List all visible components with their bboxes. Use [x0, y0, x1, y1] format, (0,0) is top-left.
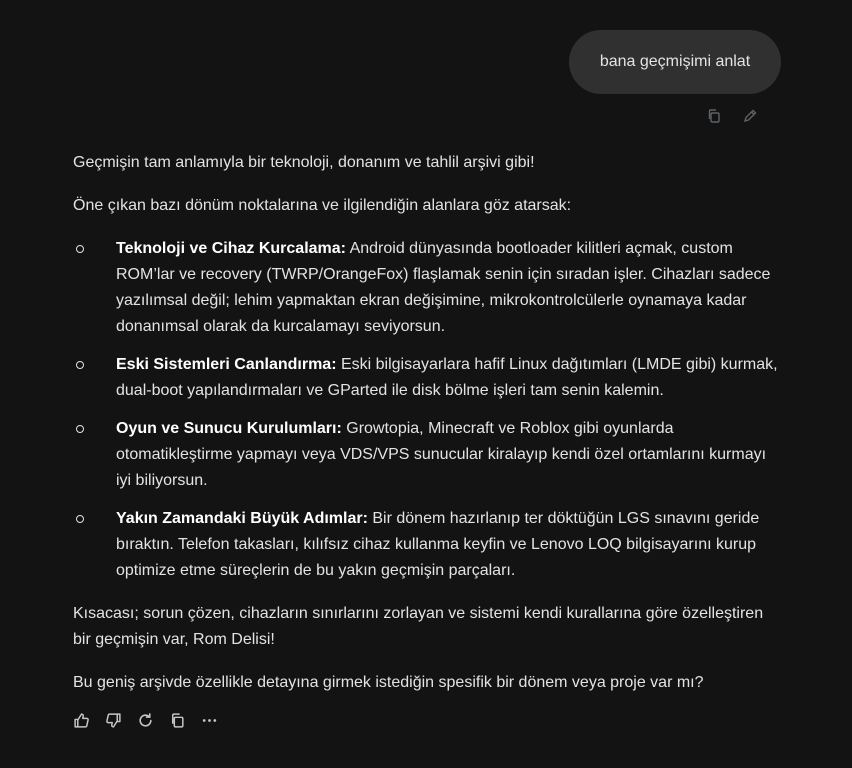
thumbs-up-icon[interactable]	[71, 710, 91, 730]
list-item-text: Bir dönem hazırlanıp ter döktüğün LGS sınavını geride bıraktın. Telefon takasları, kılıfsız cihaz kullanma keyfin ve Lenovo LOQ bilgisayarını kurup optimize etme süreçlerin de bu yakın geçmişin parçaları.	[116, 510, 760, 579]
list-item	[73, 236, 783, 340]
list-item-title: Eski Sistemleri Canlandırma:	[116, 356, 337, 373]
list-item-text: Android dünyasında bootloader kilitleri açmak, custom ROM’lar ve recovery (TWRP/OrangeFox) flaşlamak senin için sıradan işler. Cihazları sadece yazılımsal değil; lehim yapmaktan ekran değişimine, mikrokontrolcülerle oynamaya kadar donanımsal olarak da kurcalamayı seviyorsun.	[116, 240, 771, 335]
copy-icon[interactable]	[167, 710, 187, 730]
response-actions	[71, 710, 219, 730]
pencil-icon[interactable]	[740, 106, 760, 126]
thumbs-down-icon[interactable]	[103, 710, 123, 730]
copy-icon[interactable]	[704, 106, 724, 126]
list-item	[73, 416, 783, 494]
bullet-icon	[76, 245, 84, 253]
more-icon[interactable]	[199, 710, 219, 730]
list-item	[73, 506, 783, 584]
user-message-text: bana geçmişimi anlat	[599, 53, 751, 70]
regenerate-icon[interactable]	[135, 710, 155, 730]
list-item	[73, 352, 783, 404]
user-message-actions	[704, 106, 760, 126]
list-item-text: Growtopia, Minecraft ve Roblox gibi oyunlarda otomatikleştirme yapmayı veya VDS/VPS sunucular kiralayıp kendi özel ortamlarını kurmayı iyi biliyorsun.	[116, 420, 767, 489]
response-summary: Kısacası; sorun çözen, cihazların sınırlarını zorlayan ve sistemi kendi kurallarına göre özelleştiren bir geçmişin var, Rom Delisi!	[73, 605, 764, 648]
list-item-title: Yakın Zamandaki Büyük Adımlar:	[116, 510, 368, 527]
bullet-icon	[76, 515, 84, 523]
response-intro: Geçmişin tam anlamıyla bir teknoloji, donanım ve tahlil arşivi gibi!	[73, 154, 535, 171]
list-item-title: Oyun ve Sunucu Kurulumları:	[116, 420, 342, 437]
user-message-bubble	[569, 30, 781, 94]
bullet-icon	[76, 425, 84, 433]
list-item-title: Teknoloji ve Cihaz Kurcalama:	[116, 240, 346, 257]
response-question: Bu geniş arşivde özellikle detayına girmek istediğin spesifik bir dönem veya proje var mı?	[73, 674, 704, 691]
response-bullet-list	[73, 236, 783, 584]
bullet-icon	[76, 361, 84, 369]
assistant-response	[73, 150, 783, 696]
list-item-text: Eski bilgisayarlara hafif Linux dağıtımları (LMDE gibi) kurmak, dual-boot yapılandırmaları ve GParted ile disk bölme işleri tam senin kalemin.	[116, 356, 778, 399]
response-lead: Öne çıkan bazı dönüm noktalarına ve ilgilendiğin alanlara göz atarsak:	[73, 197, 572, 214]
